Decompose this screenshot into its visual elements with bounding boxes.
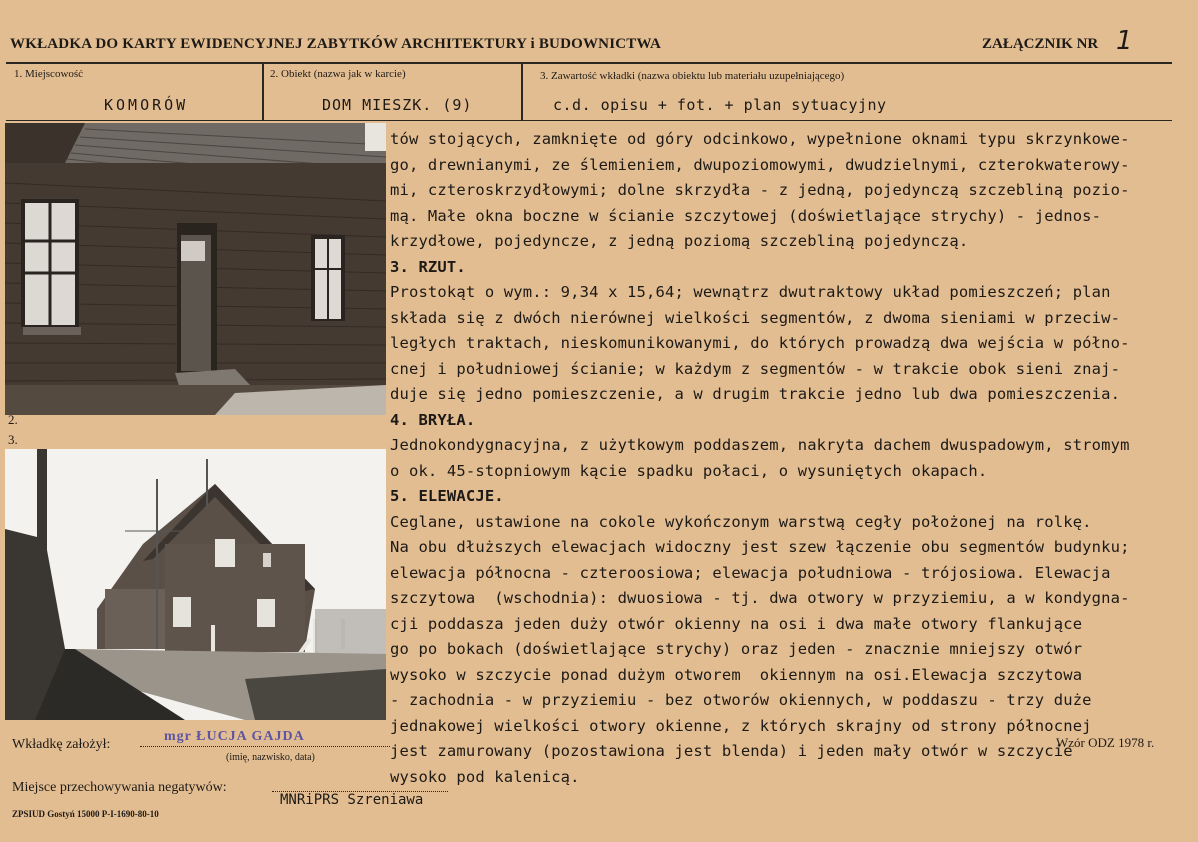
attachment-label: ZAŁĄCZNIK NR — [982, 36, 1099, 52]
photo-house-facade — [5, 123, 386, 415]
section-heading-bryla: 4. BRYŁA. — [390, 410, 476, 429]
field-1-label: 1. Miejscowość — [14, 68, 84, 80]
body-line: Jednokondygnacyjna, z użytkowym poddaszem, nakryta dachem dwuspadowym, stromym — [390, 436, 1130, 454]
body-line: cji poddasza jeden duży otwór okienny na osi i dwa małe otwory flankujące — [390, 614, 1083, 633]
body-line: mą. Małe okna boczne w ścianie szczytowej (doświetlające strychy) - jednos- — [390, 206, 1102, 225]
founder-dotted-line — [140, 746, 390, 747]
body-line: jednakowej wielkości otwory okienne, z których skrajny od strony północnej — [390, 716, 1092, 735]
body-line: mi, czteroskrzydłowymi; dolne skrzydła - z jedną, pojedynczą szczebliną pozio- — [390, 181, 1130, 199]
negatives-label: Miejsce przechowywania negatywów: — [12, 780, 227, 795]
photo-house-exterior — [5, 449, 386, 720]
header-divider — [6, 62, 1172, 64]
field-1-value: KOMORÓW — [104, 96, 189, 114]
body-line: wysoko w szczycie ponad dużym otworem okiennym na osi.Elewacja szczytowa — [390, 665, 1083, 684]
photo-house-exterior-image — [5, 449, 386, 720]
photo-house-facade-image — [5, 123, 386, 415]
body-line: Na obu dłuższych elewacjach widoczny jest szew łączenie obu segmentów budynku; — [390, 538, 1130, 556]
photo-label-2: 2. — [8, 412, 18, 427]
body-line: wysoko pod kalenicą. — [390, 767, 580, 786]
body-line: szczytowa (wschodnia): dwuosiowa - tj. dwa otwory w przyziemiu, a w kondygna- — [390, 589, 1130, 607]
field-3-value: c.d. opisu + fot. + plan sytuacyjny — [553, 96, 887, 114]
body-line: tów stojących, zamknięte od góry odcinkowo, wypełnione oknami typu skrzynkowe- — [390, 130, 1130, 148]
field-divider-1 — [262, 64, 264, 120]
body-line: go, drewnianymi, ze ślemieniem, dwupoziomowymi, dwudzielnymi, czterokwaterowy- — [390, 155, 1130, 174]
description-body — [390, 127, 1190, 790]
founder-label: Wkładkę założył: — [12, 737, 111, 752]
fields-divider — [6, 120, 1172, 121]
field-2-label: 2. Obiekt (nazwa jak w karcie) — [270, 68, 406, 80]
negatives-value: MNRiPRS Szreniawa — [280, 792, 424, 808]
body-line: duje się jedno pomieszczenie, a w drugim trakcie jedno lub dwa pomieszczenia. — [390, 385, 1121, 403]
field-2-value: DOM MIESZK. (9) — [322, 96, 473, 114]
body-line: ległych traktach, nieskomunikowanymi, do których prowadzą dwa wejścia w półno- — [390, 334, 1130, 352]
founder-hint: (imię, nazwisko, data) — [226, 752, 315, 763]
body-line: - zachodnia - w przyziemiu - bez otworów okiennych, w poddaszu - trzy duże — [390, 691, 1092, 709]
section-heading-elewacje: 5. ELEWACJE. — [390, 487, 504, 505]
printer-info: ZPSIUD Gostyń 15000 P-I-1690-80-10 — [12, 809, 159, 819]
field-divider-2 — [521, 64, 523, 120]
body-line: o ok. 45-stopniowym kącie spadku połaci, o wysuniętych okapach. — [390, 461, 988, 480]
section-heading-rzut: 3. RZUT. — [390, 257, 466, 276]
body-line: jest zamurowany (pozostawiona jest blenda) i jeden mały otwór w szczycie — [390, 742, 1073, 760]
body-line: składa się z dwóch nierównej wielkości segmentów, z dwoma sieniami w przeciw- — [390, 308, 1121, 327]
photo-label-3: 3. — [8, 432, 18, 447]
body-line: krzydłowe, pojedyncze, z jedną poziomą szczebliną pojedynczą. — [390, 232, 969, 250]
body-line: elewacja północna - czteroosiowa; elewacja południowa - trójosiowa. Elewacja — [390, 563, 1111, 582]
form-template-label: Wzór ODZ 1978 r. — [1056, 735, 1155, 750]
form-title: WKŁADKA DO KARTY EWIDENCYJNEJ ZABYTKÓW ARCHITEKTURY i BUDOWNICTWA — [10, 36, 662, 52]
body-line: go po bokach (doświetlające strychy) oraz jeden - znacznie mniejszy otwór — [390, 640, 1083, 658]
body-line: Ceglane, ustawione na cokole wykończonym warstwą cegły położonej na rolkę. — [390, 512, 1092, 531]
field-3-label: 3. Zawartość wkładki (nazwa obiektu lub materiału uzupełniającego) — [540, 70, 845, 82]
body-line: cnej i południowej ścianie; w każdym z segmentów - w trakcie obok sieni znaj- — [390, 359, 1121, 378]
body-line: Prostokąt o wym.: 9,34 x 15,64; wewnątrz dwutraktowy układ pomieszczeń; plan — [390, 283, 1111, 301]
founder-stamp: mgr ŁUCJA GAJDA — [164, 729, 305, 744]
attachment-number: 1 — [1116, 26, 1133, 56]
